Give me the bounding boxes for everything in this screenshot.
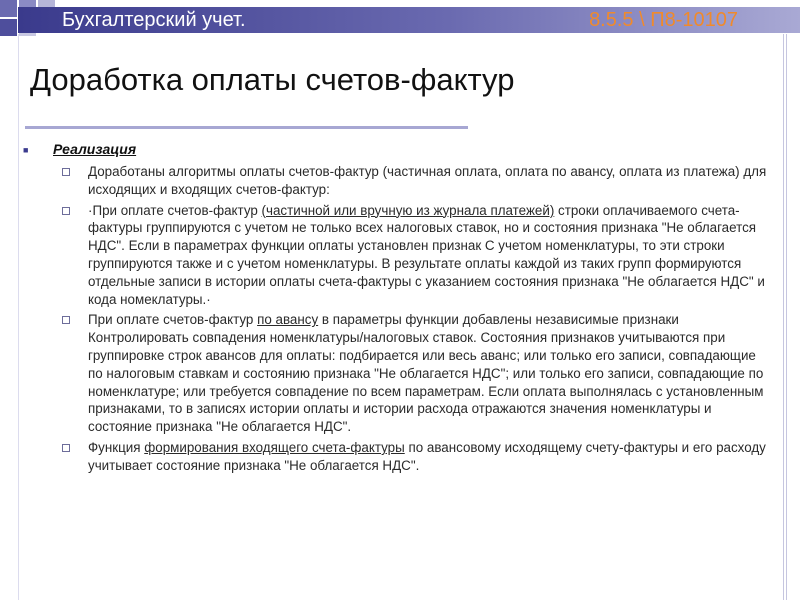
left-divider (18, 34, 19, 600)
title-underline (25, 126, 468, 129)
bullet-icon: ■ (23, 145, 29, 155)
checkbox-bullet-icon (62, 316, 70, 324)
right-divider (786, 34, 787, 600)
checkbox-bullet-icon (62, 207, 70, 215)
list-item (58, 439, 770, 475)
item-text: строки оплачиваемого счета-фактуры группируются с учетом не только всех налоговых ставок, но и состояния признака "Не облагается НДС". Если в параметрах функции оплаты установлен признак С учетом номенклатуры, то эти строки группируются также и с учетом номенклатуры. В результате оплаты каждой из таких групп формируются отдельные записи в истории оплаты счета-фактуры с указанием состояния признака "Не облагается НДС" и кода номеклатуры.· (88, 202, 765, 307)
item-link[interactable]: (частичной или вручную из журнала платежей) (261, 202, 555, 218)
item-text: в параметры функции добавлены независимые признаки Контролировать совпадения номенклатуры/налоговых ставок. Состояния признаков учитываются при группировке строк авансов для оплаты: подбирается или весь аванс; или только его записи, совпадающие по налоговым ставкам и состоянию признака "Не облагается НДС"; или только его записи, совпадающие по номенклатуре; или требуется совпадение по всем параметрам. Если оплата выполнялась с установленным признаками, то в записях истории оплаты и истории расхода отражаются значения номенклатуры и состояние признака "Не облагается НДС". (88, 312, 764, 435)
item-link[interactable]: по авансу (257, 312, 319, 328)
header-subject: Бухгалтерский учет. (62, 9, 246, 31)
header-version: 8.5.5 \ П8-10107 (589, 9, 738, 31)
list-item (58, 163, 770, 199)
item-text: по авансовому исходящему счету-фактуры и его расходу учитывает состояние признака "Не облагается НДС". (88, 439, 766, 473)
bullet-list (58, 163, 770, 478)
square-icon (0, 0, 17, 17)
checkbox-bullet-icon (62, 444, 70, 452)
list-item (58, 202, 770, 309)
item-text: При оплате счетов-фактур (88, 312, 258, 328)
list-item (58, 311, 770, 436)
section-label: Реализация (53, 141, 137, 157)
item-link[interactable]: формирования входящего счета-фактуры (144, 439, 405, 455)
checkbox-bullet-icon (62, 168, 70, 176)
item-text: ·При оплате счетов-фактур (88, 202, 262, 218)
item-text: Доработаны алгоритмы оплаты счетов-фактур (частичная оплата, оплата по авансу, оплата из платежа) для исходящих и входящих счетов-фактур: (88, 164, 767, 197)
item-text: Функция (88, 439, 145, 455)
right-divider (783, 34, 784, 600)
square-icon (0, 19, 17, 36)
slide-title: Доработка оплаты счетов-фактур (30, 62, 515, 97)
